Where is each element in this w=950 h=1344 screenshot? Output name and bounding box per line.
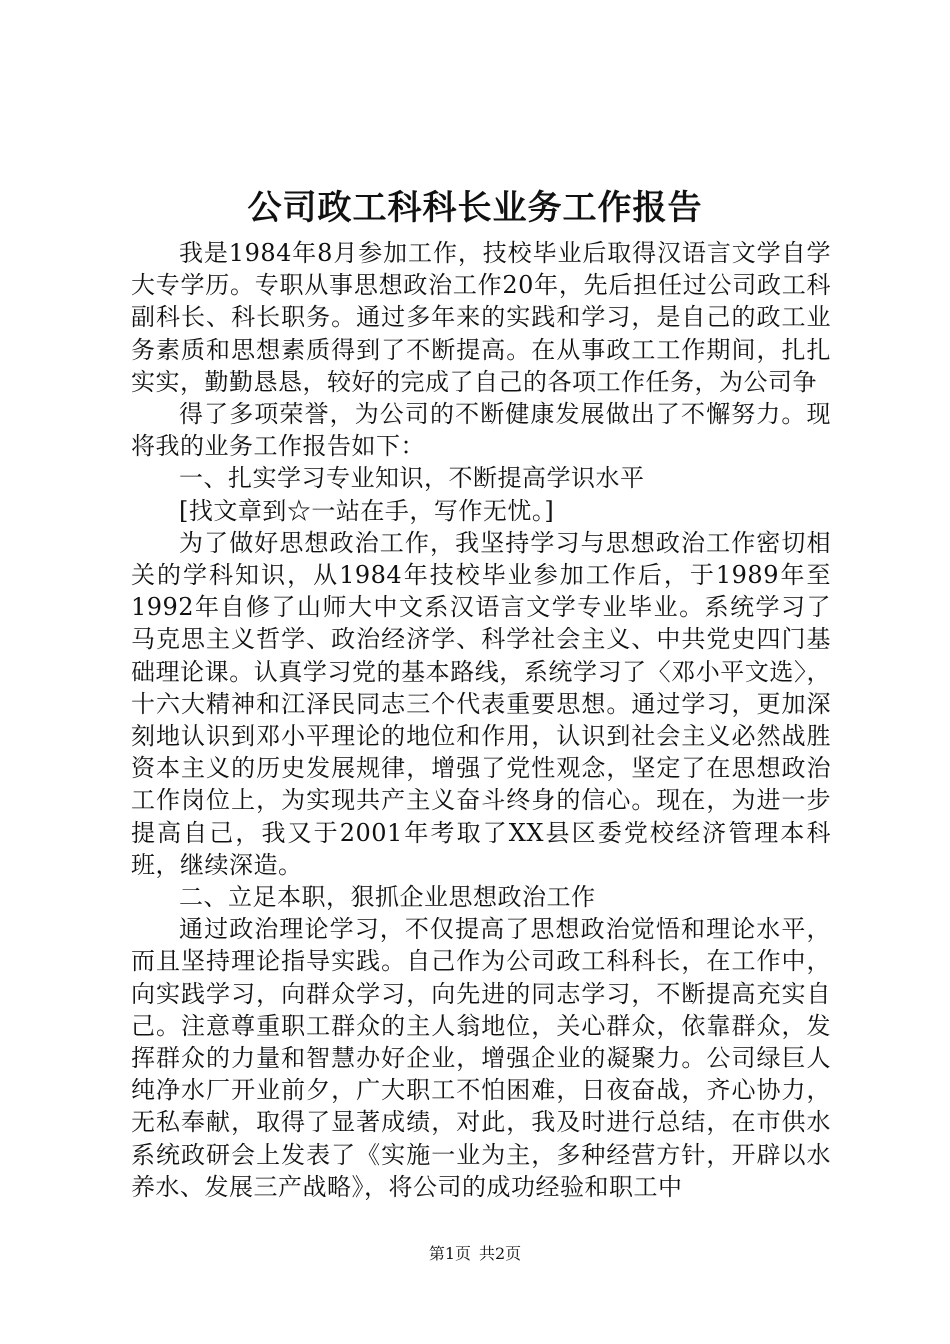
- paragraph: 得了多项荣誉，为公司的不断健康发展做出了不懈努力。现将我的业务工作报告如下：: [131, 400, 831, 461]
- section-heading: 二、立足本职，狠抓企业思想政治工作: [179, 883, 596, 912]
- paragraph: [找文章到☆一站在手，写作无忧。]: [179, 496, 555, 525]
- page-total: 共2页: [479, 1244, 522, 1263]
- paragraph: 为了做好思想政治工作，我坚持学习与思想政治工作密切相关的学科知识，从1984年技校毕业参加工作后，于1989年至1992年自修了山师大中文系汉语言文学专业毕业。系统学习了马克思主义哲学、政治经济学、科学社会主义、中共党史四门基础理论课。认真学习党的基本路线，系统学习了〈邓小平文选〉，十六大精神和江泽民同志三个代表重要思想。通过学习，更加深刻地认识到邓小平理论的地位和作用，认识到社会主义必然战胜资本主义的历史发展规律，增强了党性观念，坚定了在思想政治工作岗位上，为实现共产主义奋斗终身的信心。现在，为进一步提高自己，我又于2001年考取了XX县区委党校经济管理本科班，继续深造。: [131, 528, 831, 879]
- section-heading: 一、扎实学习专业知识，不断提高学识水平: [179, 464, 645, 493]
- page-footer: [0, 1244, 950, 1264]
- document-body: [131, 237, 831, 1203]
- page-title: 公司政工科科长业务工作报告: [247, 188, 703, 228]
- paragraph: 通过政治理论学习，不仅提高了思想政治觉悟和理论水平，而且坚持理论指导实践。自己作为公司政工科科长，在工作中，向实践学习，向群众学习，向先进的同志学习，不断提高充实自己。注意尊重职工群众的主人翁地位，关心群众，依靠群众，发挥群众的力量和智慧办好企业，增强企业的凝聚力。公司绿巨人纯净水厂开业前夕，广大职工不怕困难，日夜奋战，齐心协力，无私奉献，取得了显著成绩，对此，我及时进行总结，在市供水系统政研会上发表了《实施一业为主，多种经营方针，开辟以水养水、发展三产战略》，将公司的成功经验和职工中: [131, 915, 831, 1201]
- paragraph: 我是1984年8月参加工作，技校毕业后取得汉语言文学自学大专学历。专职从事思想政治工作20年，先后担任过公司政工科副科长、科长职务。通过多年来的实践和学习，是自己的政工业务素质和思想素质得到了不断提高。在从事政工工作期间，扎扎实实，勤勤恳恳，较好的完成了自己的各项工作任务，为公司争: [131, 239, 831, 396]
- page-number: 第1页: [428, 1244, 471, 1263]
